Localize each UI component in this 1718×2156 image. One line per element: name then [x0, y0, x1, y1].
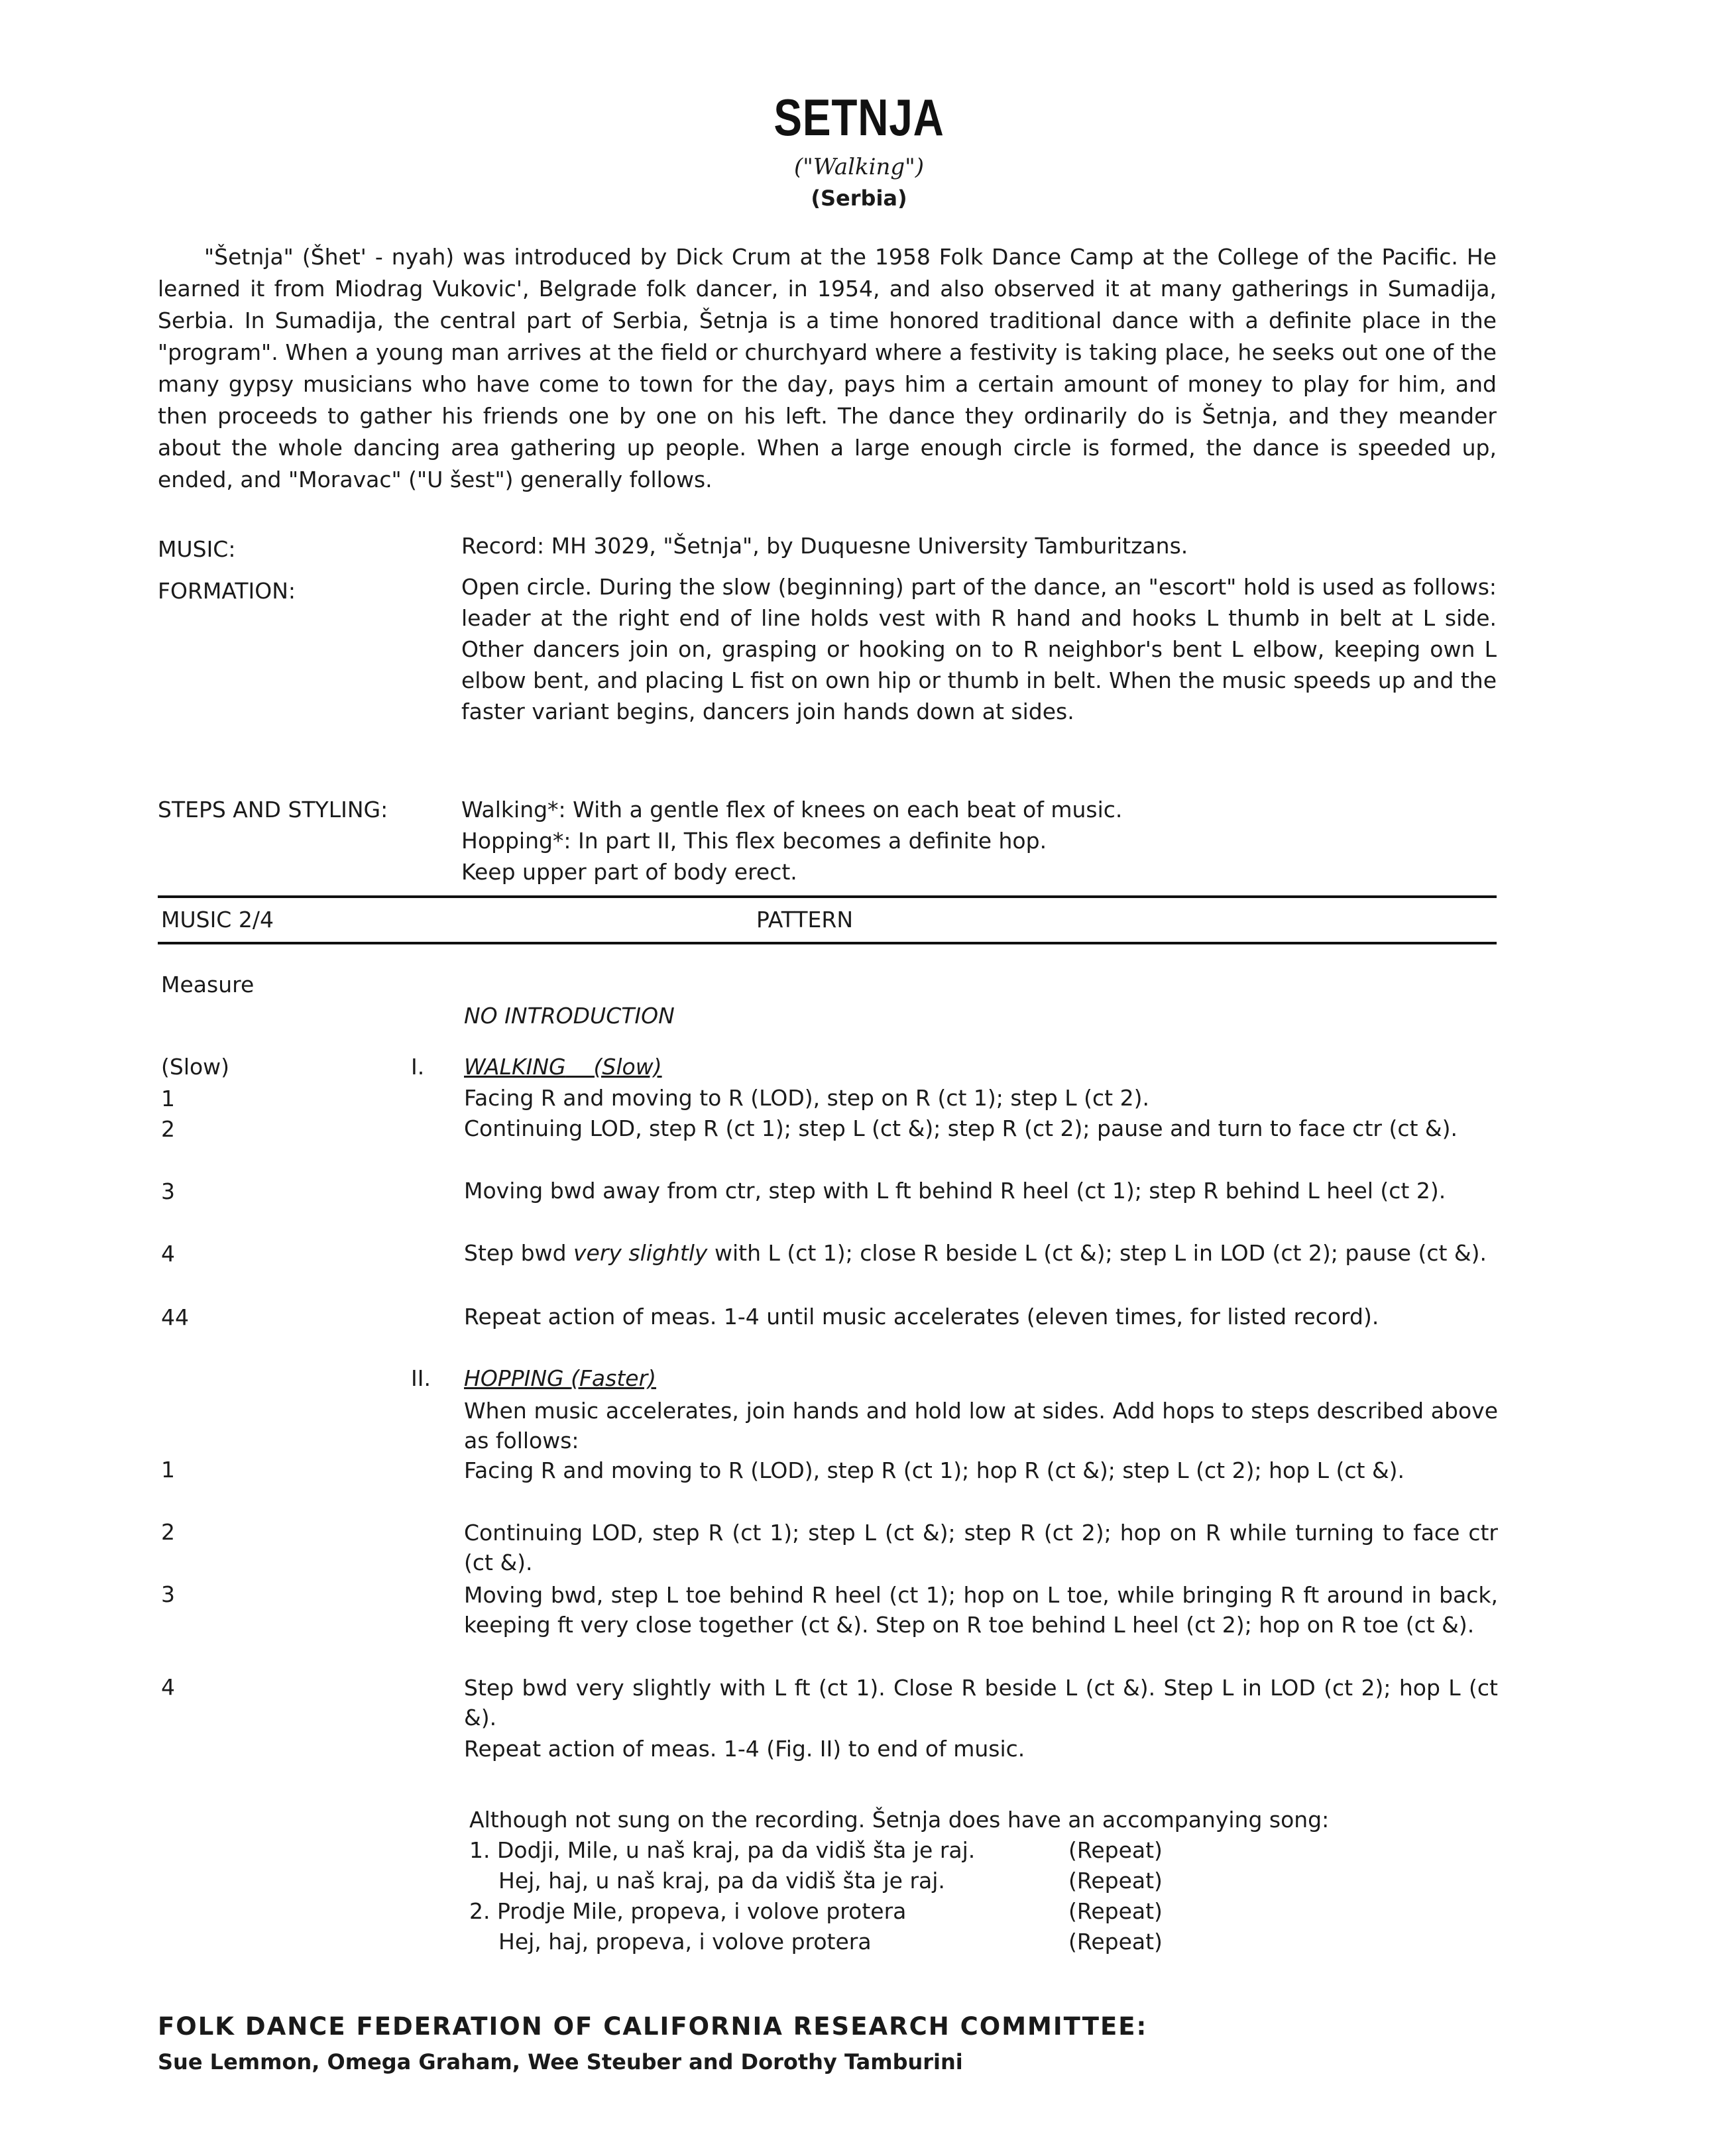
part1-measure-4-text-b: with L (ct 1); close R beside L (ct &); step L in LOD (ct 2); pause (ct &). — [714, 1240, 1487, 1266]
part2-figure: HOPPING (Faster) — [464, 1365, 657, 1391]
steps-label: STEPS AND STYLING: — [158, 797, 388, 823]
part1-measure-4-text-a: Step bwd — [464, 1240, 567, 1266]
song-repeat-4: (Repeat) — [1068, 1929, 1163, 1955]
part2-repeat: Repeat action of meas. 1-4 (Fig. II) to end of music. — [464, 1736, 1025, 1762]
part2-measure-2-text: Continuing LOD, step R (ct 1); step L (ct &); step R (ct 2); hop on R while turning to face ctr (ct &). — [464, 1520, 1498, 1575]
steps-line-hopping: Hopping*: In part II, This flex becomes a definite hop. — [461, 828, 1047, 854]
song-line-3: 2. Prodje Mile, propeva, i volove protera — [469, 1898, 907, 1924]
part1-measure-4-emphasis: very slightly — [573, 1240, 708, 1266]
header-bottom-rule — [158, 942, 1497, 944]
part1-measure-3-text: Moving bwd away from ctr, step with L ft behind R heel (ct 1); step R behind L heel (ct 2). — [464, 1178, 1446, 1204]
part1-figure-name: WALKING — [464, 1054, 566, 1080]
part1-measure-1: 1 — [161, 1086, 175, 1111]
song-line-2: Hej, haj, u naš kraj, pa da vidiš šta je raj. — [498, 1868, 945, 1894]
part1-measure-3: 3 — [161, 1178, 175, 1204]
song-intro: Although not sung on the recording. Šetnja does have an accompanying song: — [469, 1807, 1330, 1833]
header-top-rule — [158, 895, 1497, 898]
dance-origin: (Serbia) — [811, 186, 907, 211]
part2-numeral: II. — [411, 1365, 431, 1391]
music-value: Record: MH 3029, "Šetnja", by Duquesne University Tamburitzans. — [461, 533, 1188, 559]
part1-measure-4: 4 — [161, 1241, 175, 1267]
intro-text: "Šetnja" (Šhet' - nyah) was introduced by Dick Crum at the 1958 Folk Dance Camp at the College of the Pacific. He learned it from Miodrag Vukovic', Belgrade folk dancer, in 1954, and also observed it at many gatherings in Sumadija, Serbia. In Sumadija, the central part of Serbia, Šetnja is a time honored traditional dance with a definite place in the "program". When a young man arrives at the field or churchyard where a festivity is taking place, he seeks out one of the many gypsy musicians who have come to town for the day, pays him a certain amount of money to play for him, and then proceeds to gather his friends one by one on his left. The dance they ordinarily do is Šetnja, and they meander about the whole dancing area gathering up people. When a large enough circle is formed, the dance is speeded up, ended, and "Moravac" ("U šest") generally follows. — [158, 244, 1497, 492]
part1-measure-1-text: Facing R and moving to R (LOD), step on R (ct 1); step L (ct 2). — [464, 1085, 1149, 1111]
intro-paragraph — [158, 241, 1497, 496]
part2-measure-4: 4 — [161, 1674, 175, 1700]
part2-measure-3-text: Moving bwd, step L toe behind R heel (ct 1); hop on L toe, while bringing R ft around in back, keeping ft very close together (ct &). Step on R toe behind L heel (ct 2); hop on R toe (ct &). — [464, 1582, 1498, 1638]
song-line-4: Hej, haj, propeva, i volove protera — [498, 1929, 872, 1955]
steps-line-posture: Keep upper part of body erect. — [461, 859, 797, 885]
part1-measure-44: 44 — [161, 1304, 189, 1330]
formation-label: FORMATION: — [158, 578, 296, 604]
part1-figure-tempo: (Slow) — [593, 1054, 662, 1080]
no-introduction: NO INTRODUCTION — [464, 1003, 675, 1029]
part1-figure — [464, 1054, 662, 1080]
part1-numeral: I. — [411, 1054, 425, 1080]
song-repeat-1: (Repeat) — [1068, 1837, 1163, 1863]
measure-label: Measure — [161, 972, 255, 997]
dance-title: SETNJA — [773, 88, 945, 146]
song-repeat-2: (Repeat) — [1068, 1868, 1163, 1894]
steps-line-walking: Walking*: With a gentle flex of knees on each beat of music. — [461, 797, 1123, 823]
formation-value: Open circle. During the slow (beginning) part of the dance, an "escort" hold is used as follows: leader at the right end of line holds vest with R hand and hooks L thumb in belt at L side. Other dancers join on, grasping or hooking on to R neighbor's bent L elbow, keeping own L elbow bent, and placing L fist on own hip or thumb in belt. When the music speeds up and the faster variant begins, dancers join hands down at sides. — [461, 574, 1497, 724]
part2-measure-1: 1 — [161, 1457, 175, 1483]
music-label: MUSIC: — [158, 536, 236, 562]
part2-measure-2: 2 — [161, 1519, 175, 1545]
committee-members: Sue Lemmon, Omega Graham, Wee Steuber and Dorothy Tamburini — [158, 2049, 963, 2074]
part2-measure-4-text: Step bwd very slightly with L ft (ct 1). Close R beside L (ct &). Step L in LOD (ct 2); hop L (ct &). — [464, 1675, 1498, 1730]
committee-heading: FOLK DANCE FEDERATION OF CALIFORNIA RESEARCH COMMITTEE: — [158, 2012, 1148, 2041]
part1-measure-44-text: Repeat action of meas. 1-4 until music accelerates (eleven times, for listed record). — [464, 1304, 1379, 1330]
song-repeat-3: (Repeat) — [1068, 1898, 1163, 1924]
part2-measure-1-text: Facing R and moving to R (LOD), step R (ct 1); hop R (ct &); step L (ct 2); hop L (ct &). — [464, 1457, 1405, 1483]
song-line-1: 1. Dodji, Mile, u naš kraj, pa da vidiš šta je raj. — [469, 1837, 976, 1863]
part1-tempo: (Slow) — [161, 1054, 230, 1080]
part1-measure-2-text: Continuing LOD, step R (ct 1); step L (ct &); step R (ct 2); pause and turn to face ctr (ct &). — [464, 1115, 1458, 1141]
part2-lead: When music accelerates, join hands and hold low at sides. Add hops to steps described above as follows: — [464, 1398, 1498, 1453]
part1-measure-4-text — [464, 1238, 1498, 1268]
part1-measure-2: 2 — [161, 1116, 175, 1142]
pattern-header: PATTERN — [756, 907, 854, 933]
part2-measure-3: 3 — [161, 1581, 175, 1607]
music-meter-header: MUSIC 2/4 — [161, 907, 274, 933]
dance-subtitle: ("Walking") — [793, 154, 925, 180]
